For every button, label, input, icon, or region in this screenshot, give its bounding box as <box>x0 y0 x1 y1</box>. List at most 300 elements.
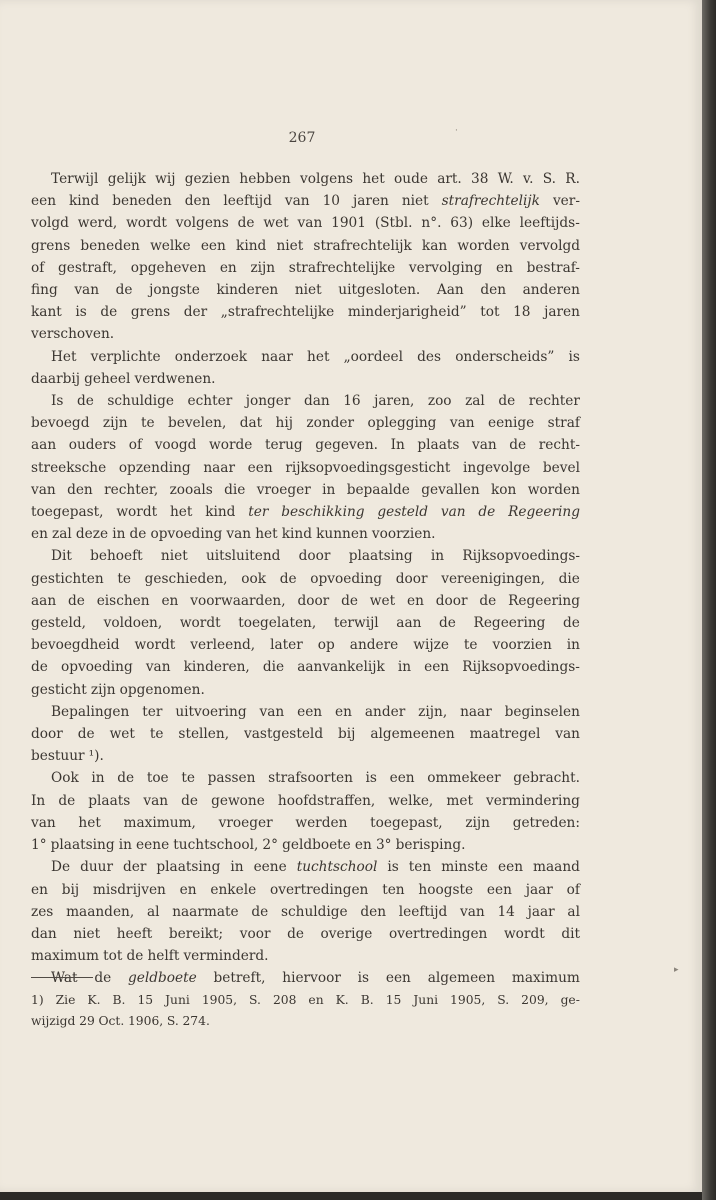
word: in <box>397 659 412 676</box>
word: wordt <box>134 637 176 654</box>
word: oude <box>394 171 428 187</box>
text-line <box>31 745 580 767</box>
word: het <box>169 504 193 521</box>
word: Juni <box>413 993 439 1007</box>
word: gezien <box>184 171 231 187</box>
word: rechter <box>528 393 580 410</box>
text-line <box>31 501 580 523</box>
word: jaren <box>544 304 580 321</box>
word: al <box>567 903 580 920</box>
word: een <box>200 237 226 254</box>
word: gevallen <box>421 481 480 498</box>
word: terwijl <box>333 615 379 632</box>
word: vervolging <box>408 259 483 276</box>
word: recht- <box>538 437 580 454</box>
word: in <box>91 770 105 787</box>
text-line <box>31 212 580 234</box>
word: later <box>270 637 303 654</box>
word: te <box>149 726 164 743</box>
word: in <box>230 859 244 876</box>
word: zonder <box>306 415 355 432</box>
word: Rijksopvoedings- <box>462 548 580 565</box>
word: van <box>31 481 56 498</box>
word: rijksopvoedingsgesticht <box>285 459 451 476</box>
word: bevel <box>542 459 580 476</box>
page-number: 267 <box>288 130 316 146</box>
word: jonger <box>245 393 291 410</box>
word: het <box>78 814 101 831</box>
word: dit <box>561 925 580 942</box>
word: in <box>430 548 445 565</box>
word: werd, <box>77 215 118 232</box>
word: maximum <box>31 948 100 965</box>
word: uitgesloten. <box>338 282 421 299</box>
text-line <box>31 723 580 745</box>
text-line <box>31 457 580 479</box>
word: jaren, <box>374 393 415 410</box>
word: en <box>31 526 48 543</box>
word: geldboete <box>282 837 351 854</box>
word: fing <box>31 282 58 299</box>
text-line <box>31 235 580 257</box>
text-line <box>31 279 580 301</box>
word: en <box>354 837 372 854</box>
word: 209, <box>521 993 549 1007</box>
word: hoogste <box>418 881 474 898</box>
word: van <box>31 814 56 831</box>
word: 1905, <box>201 993 238 1007</box>
word: algemeen <box>427 970 496 987</box>
word: de <box>94 970 112 987</box>
word: 1905, <box>450 993 486 1007</box>
word: door <box>297 592 330 609</box>
word: op <box>317 637 335 654</box>
word: v. <box>523 171 534 187</box>
speck-mark: ▸ <box>674 965 679 975</box>
word: plaats <box>417 437 460 454</box>
word: kind <box>281 526 312 543</box>
word: minderjarigheid” <box>347 304 467 321</box>
word: deze <box>75 526 109 543</box>
word: plaatsing <box>156 859 221 876</box>
word: van <box>284 193 310 210</box>
word: dan <box>303 393 330 410</box>
word: in <box>112 526 126 543</box>
word: zal <box>52 526 72 543</box>
word: aanvankelijk <box>297 659 385 676</box>
word: is <box>387 859 399 876</box>
word: van <box>449 415 475 432</box>
word: maximum <box>511 970 580 987</box>
word: 29 <box>79 1014 95 1028</box>
word: daarbij <box>31 370 81 387</box>
word: der <box>183 304 208 321</box>
word: betreft, <box>213 970 266 987</box>
word: wij <box>155 171 176 187</box>
word: den <box>184 193 211 210</box>
word: eene <box>253 859 287 876</box>
text-line <box>31 834 580 856</box>
word: een <box>389 770 415 787</box>
word: gewone <box>211 792 265 809</box>
word: de <box>115 282 133 299</box>
word: is <box>365 770 377 787</box>
text-line <box>31 390 580 412</box>
word: streeksche <box>31 459 107 476</box>
word: verleend, <box>190 637 256 654</box>
word: de <box>117 770 135 787</box>
text-line <box>31 434 580 456</box>
word: maanden, <box>66 903 135 920</box>
word: S. <box>497 993 510 1007</box>
text-line <box>31 879 580 901</box>
word: zes <box>31 903 54 920</box>
word: een <box>297 703 323 720</box>
word: ommekeer <box>427 770 501 787</box>
word: grens <box>31 237 71 254</box>
word: en <box>335 703 352 720</box>
word: geschieden, <box>144 570 228 587</box>
word: schuldige <box>107 393 175 410</box>
word: van <box>74 282 100 299</box>
word: rechter, <box>104 481 159 498</box>
word: het <box>307 348 330 365</box>
word: worde <box>209 437 253 454</box>
word: berisping. <box>395 837 466 854</box>
text-line <box>31 323 580 345</box>
word: overtredingen <box>388 925 488 942</box>
word: echter <box>187 393 233 410</box>
word: de <box>76 393 94 410</box>
word: in <box>322 481 336 498</box>
word: jaar <box>527 903 555 920</box>
text-line <box>31 368 580 390</box>
word: kind <box>236 237 267 254</box>
word: wordt <box>179 615 221 632</box>
word: een <box>498 859 524 876</box>
word: bestuur <box>31 748 85 765</box>
word: het <box>362 171 385 187</box>
word: door <box>31 726 63 743</box>
word: hoofdstraffen, <box>277 792 376 809</box>
word: of <box>128 437 143 454</box>
word: ver- <box>552 193 580 210</box>
word: Juni <box>165 993 190 1007</box>
word: bereikt; <box>168 925 224 942</box>
word: ingevolge <box>463 459 531 476</box>
word: B. <box>112 993 126 1007</box>
word: de <box>563 615 580 632</box>
word: een <box>424 659 450 676</box>
word: „strafrechtelijke <box>220 304 335 321</box>
word: bevoegdheid <box>31 637 120 654</box>
word: 38 <box>471 171 489 187</box>
word: geheel <box>84 370 131 387</box>
word: der <box>123 859 147 876</box>
word: de <box>129 526 147 543</box>
word: wet <box>263 215 289 232</box>
text-line <box>31 634 580 656</box>
word: gesteld, <box>31 615 86 632</box>
word: ten <box>408 859 432 876</box>
word: zijn <box>250 259 276 276</box>
word: ten <box>382 881 405 898</box>
word: andere <box>349 637 399 654</box>
word: van <box>297 215 323 232</box>
word: de <box>100 304 118 321</box>
word: wijze <box>413 637 449 654</box>
word: van <box>471 437 497 454</box>
word: door <box>298 548 331 565</box>
word: aan <box>396 615 422 632</box>
word: ouders <box>68 437 117 454</box>
word: kon <box>491 481 517 498</box>
word: of <box>566 881 580 898</box>
word: niet <box>160 548 188 565</box>
word: aan <box>31 437 57 454</box>
word: voorzien <box>492 637 552 654</box>
word: ¹). <box>88 748 104 765</box>
word: die <box>224 481 246 498</box>
word: en <box>161 592 179 609</box>
word: stellen, <box>178 726 230 743</box>
word: niet <box>294 282 322 299</box>
word: wet <box>109 726 135 743</box>
word: uitsluitend <box>205 548 281 565</box>
footnote <box>31 990 580 1032</box>
text-line <box>31 679 580 701</box>
word: Terwijl <box>51 171 99 187</box>
word: 1901 <box>331 215 366 232</box>
word: te <box>463 637 478 654</box>
word: jaar <box>525 881 553 898</box>
word: (Stbl. <box>374 215 413 232</box>
word: anderen <box>522 282 580 299</box>
speck-mark: · <box>455 126 458 136</box>
text-line <box>31 168 580 190</box>
word: verdwenen. <box>134 370 216 387</box>
word: wijzigd <box>31 1014 76 1028</box>
word: „oordeel <box>343 348 404 365</box>
footnote-line <box>31 990 580 1011</box>
italic-word: strafrechtelijk <box>441 193 540 210</box>
word: Is <box>51 393 64 410</box>
word: de <box>181 792 199 809</box>
word: opvoeding <box>310 570 383 587</box>
word: en <box>496 259 513 276</box>
word: vroeger <box>218 814 273 831</box>
word: bevelen, <box>167 415 227 432</box>
text-line <box>31 590 580 612</box>
word: strafsoorten <box>268 770 353 787</box>
word: 16 <box>343 393 361 410</box>
word: toegelaten, <box>238 615 317 632</box>
word: verplichte <box>90 348 161 365</box>
word: uitvoering <box>175 703 247 720</box>
book-edge <box>702 0 716 1200</box>
word: gebracht. <box>513 770 580 787</box>
word: B. <box>360 993 374 1007</box>
word: kind <box>69 193 100 210</box>
word: volgd <box>31 215 69 232</box>
text-line <box>31 301 580 323</box>
word: de <box>439 615 456 632</box>
word: volgens <box>300 171 354 187</box>
text-line <box>31 545 580 567</box>
word: Bepalingen <box>51 703 130 720</box>
word: de <box>58 792 76 809</box>
word: 15 <box>137 993 154 1007</box>
word: van <box>460 903 485 920</box>
word: opgenomen. <box>119 681 205 698</box>
word: aan <box>31 592 57 609</box>
word: de <box>237 215 255 232</box>
word: zoo <box>427 393 452 410</box>
text-line <box>31 612 580 634</box>
word: straf <box>547 415 580 432</box>
text-line <box>31 479 580 501</box>
text-line <box>31 701 580 723</box>
word: al <box>146 903 160 920</box>
text-line <box>31 412 580 434</box>
word: en <box>406 592 424 609</box>
word: K. <box>87 993 101 1007</box>
word: van <box>226 526 252 543</box>
word: ter <box>142 703 163 720</box>
word: opvoeding <box>150 526 223 543</box>
word: de <box>77 726 95 743</box>
word: leeftijd <box>398 903 448 920</box>
word: en <box>219 259 237 276</box>
word: maatregel <box>469 726 541 743</box>
word: jaren <box>353 193 389 210</box>
word: voor <box>239 925 271 942</box>
word: des <box>417 348 442 365</box>
word: Regeering <box>473 615 546 632</box>
word: voorwaarden, <box>190 592 286 609</box>
word: niet <box>73 925 101 942</box>
text-line <box>31 901 580 923</box>
word: vervolgd <box>519 237 580 254</box>
word: S. <box>249 993 261 1007</box>
italic-word: geldboete <box>128 970 197 987</box>
text-line <box>31 945 580 967</box>
word: vastgesteld <box>244 726 324 743</box>
word: vereenigingen, <box>441 570 545 587</box>
word: In <box>390 437 405 454</box>
word: kan <box>421 237 448 254</box>
word: 63) <box>450 215 474 232</box>
word: een <box>486 881 512 898</box>
word: wet <box>369 592 396 609</box>
word: helft <box>147 948 180 965</box>
word: Dit <box>51 548 72 565</box>
word: kant <box>31 304 62 321</box>
word: te <box>181 770 195 787</box>
word: een <box>247 459 273 476</box>
word: door <box>395 570 428 587</box>
word: terug <box>264 437 303 454</box>
word: verschoven. <box>31 326 115 343</box>
text-line <box>31 656 580 678</box>
word: art. <box>437 171 462 187</box>
word: misdrijven <box>92 881 166 898</box>
word: het <box>255 526 278 543</box>
word: W. <box>497 171 514 187</box>
word: n°. <box>421 215 442 232</box>
word: K. <box>335 993 349 1007</box>
word: volgens <box>175 215 229 232</box>
word: kunnen <box>316 526 368 543</box>
word: den <box>360 903 387 920</box>
word: voogd <box>154 437 197 454</box>
footnote-line <box>31 1011 580 1032</box>
word: gegeven. <box>315 437 379 454</box>
word: opzending <box>118 459 191 476</box>
word: de <box>498 393 516 410</box>
word: Oct. <box>98 1014 125 1028</box>
word: maximum, <box>123 814 196 831</box>
word: is <box>75 304 87 321</box>
text-line <box>31 812 580 834</box>
word: wordt <box>116 504 158 521</box>
word: niet <box>276 237 304 254</box>
word: in <box>118 837 132 854</box>
word: hiervoor <box>282 970 341 987</box>
word: heeft <box>116 925 153 942</box>
word: bij <box>61 881 80 898</box>
word: plaatsing <box>50 837 115 854</box>
word: van <box>259 703 285 720</box>
word: maand <box>533 859 580 876</box>
word: zooals <box>169 481 213 498</box>
text-line <box>31 346 580 368</box>
word: de <box>341 592 358 609</box>
word: onderzoek <box>174 348 248 365</box>
word: Het <box>51 348 77 365</box>
word: worden <box>527 481 580 498</box>
word: tot <box>480 304 500 321</box>
word: en <box>308 993 324 1007</box>
word: de <box>67 592 85 609</box>
word: zijn <box>90 681 116 698</box>
word: voorzien. <box>371 526 436 543</box>
word: bij <box>338 726 356 743</box>
word: plaats <box>88 792 131 809</box>
word: toe <box>146 770 169 787</box>
word: en <box>31 881 48 898</box>
word: S. <box>542 171 556 187</box>
word: is <box>357 970 370 987</box>
word: Rijksopvoedings- <box>462 659 580 676</box>
word: strafrechtelijke <box>288 259 396 276</box>
word: 14 <box>497 903 515 920</box>
word: bestraf- <box>526 259 580 276</box>
word: 1906, <box>127 1014 164 1028</box>
word: De <box>51 859 71 876</box>
word: overtredingen <box>269 881 369 898</box>
word: naar <box>261 348 293 365</box>
word: ander <box>364 703 406 720</box>
word: eischen <box>96 592 150 609</box>
word: niet <box>401 193 429 210</box>
text-line <box>31 190 580 212</box>
italic-word: ter <box>248 504 269 521</box>
word: Aan <box>436 282 464 299</box>
word: leeftijds- <box>519 215 580 232</box>
word: plaatsing <box>348 548 413 565</box>
word: de <box>287 925 304 942</box>
